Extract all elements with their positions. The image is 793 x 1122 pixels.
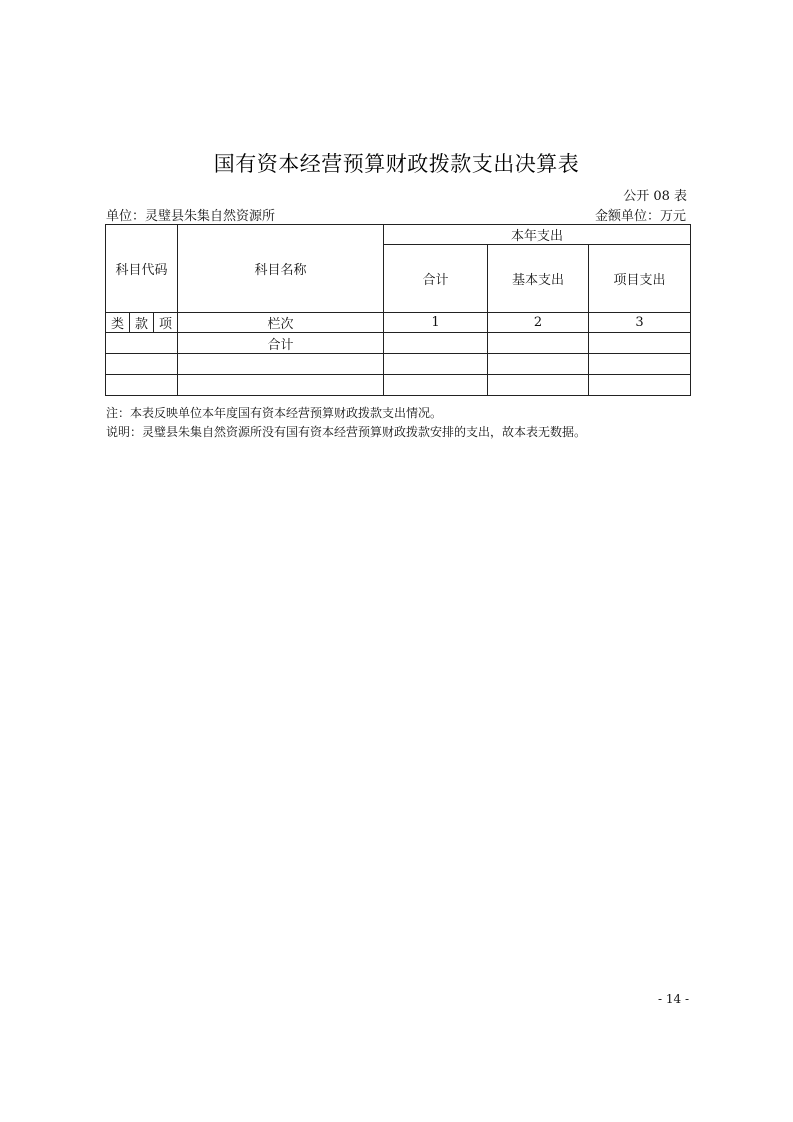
row-total	[384, 354, 488, 375]
total-header: 合计	[384, 245, 488, 313]
column-number-1: 1	[384, 313, 488, 333]
explanation-line: 说明：灵璧县朱集自然资源所没有国有资本经营预算财政拨款安排的支出，故本表无数据。	[106, 425, 587, 439]
row-name	[178, 354, 384, 375]
project-expense-header: 项目支出	[589, 245, 691, 313]
page-number: - 14 -	[657, 992, 689, 1006]
row-project	[589, 354, 691, 375]
row-code	[106, 375, 178, 396]
subject-code-header: 科目代码	[106, 225, 178, 313]
row-basic	[488, 375, 589, 396]
page-title: 国有资本经营预算财政拨款支出决算表	[213, 152, 580, 176]
row-name: 合计	[178, 333, 384, 354]
basic-expense-header: 基本支出	[488, 245, 589, 313]
row-basic	[488, 354, 589, 375]
code-kuan-label: 款	[130, 313, 154, 333]
expense-table	[105, 224, 691, 396]
column-index-label: 栏次	[178, 313, 384, 333]
row-name	[178, 375, 384, 396]
row-project	[589, 333, 691, 354]
table-row	[106, 375, 691, 396]
subject-name-header: 科目名称	[178, 225, 384, 313]
unit-row	[106, 205, 686, 223]
code-xiang-label: 项	[154, 313, 178, 333]
row-total	[384, 333, 488, 354]
column-index-row	[106, 313, 691, 333]
code-lei-label: 类	[106, 313, 130, 333]
row-project	[589, 375, 691, 396]
row-basic	[488, 333, 589, 354]
row-total	[384, 375, 488, 396]
header-row-1	[106, 225, 691, 245]
row-code	[106, 333, 178, 354]
table-row	[106, 354, 691, 375]
unit-name: 单位：灵璧县朱集自然资源所	[106, 209, 276, 224]
table-row	[106, 333, 691, 354]
column-number-2: 2	[488, 313, 589, 333]
notes	[106, 404, 586, 442]
form-code: 公开 08 表	[623, 189, 687, 204]
column-number-3: 3	[589, 313, 691, 333]
note-line: 注：本表反映单位本年度国有资本经营预算财政拨款支出情况。	[106, 406, 443, 420]
amount-unit: 金额单位：万元	[594, 209, 686, 224]
row-code	[106, 354, 178, 375]
year-expense-header: 本年支出	[384, 225, 691, 245]
